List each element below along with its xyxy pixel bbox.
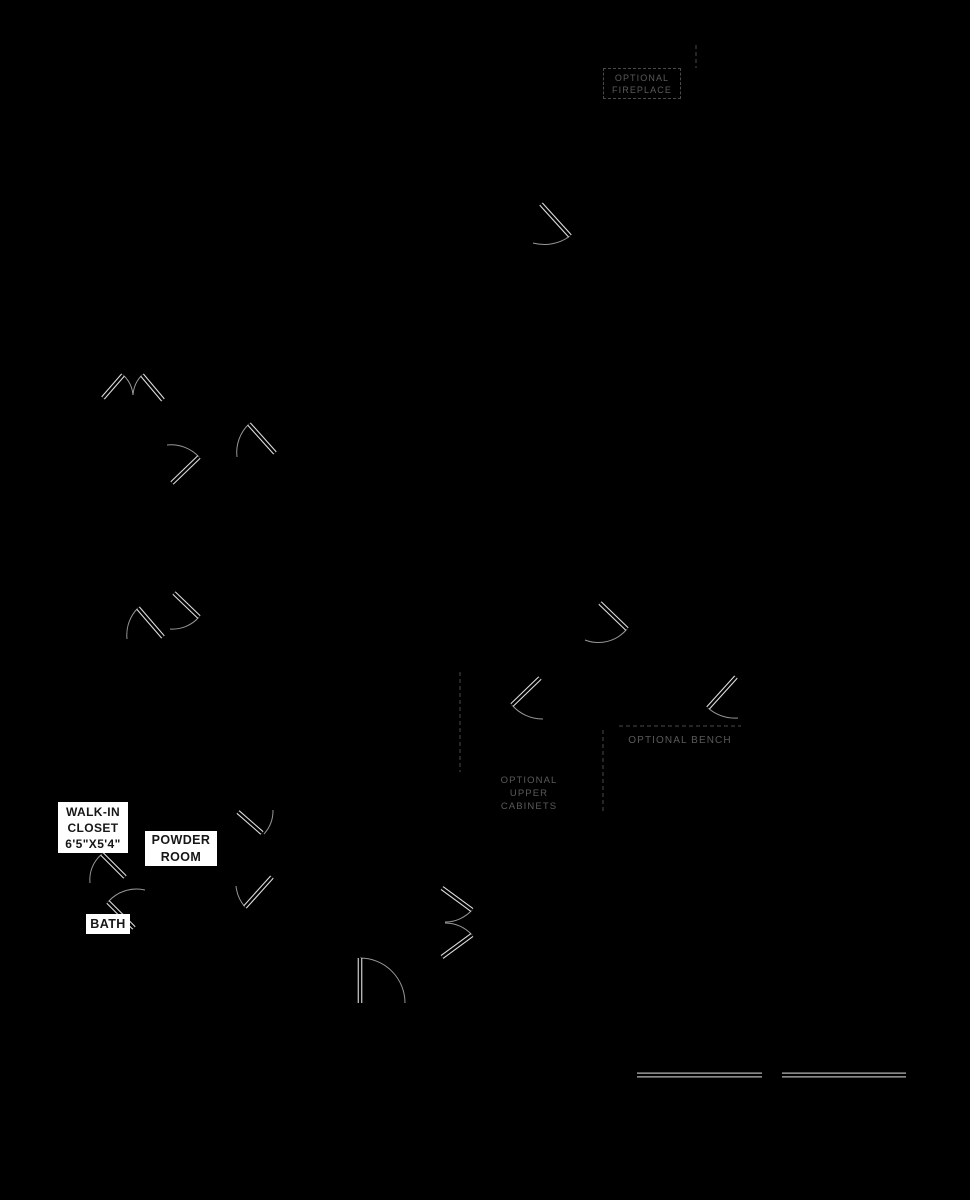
door-bottom-quarter (360, 958, 405, 1003)
optional-fireplace-note (603, 68, 681, 99)
door-pantry (512, 678, 543, 719)
door-powder-room-lower (236, 877, 272, 907)
door-hall-left-a (127, 608, 163, 639)
walk-in-closet-label-line2: CLOSET (67, 820, 119, 835)
double-door-lower-b (442, 923, 472, 957)
optional-upper-cabinets-line2: UPPER (509, 788, 549, 799)
door-entry-closet (708, 677, 738, 718)
double-door-lower-a (442, 888, 472, 922)
door-mid-left-b (237, 424, 275, 457)
door-upper-center (533, 204, 570, 245)
optional-bench-line1: OPTIONAL BENCH (628, 735, 732, 746)
optional-upper-cabinets-note (489, 774, 569, 813)
optional-fireplace-line2: FIREPLACE (612, 84, 672, 95)
optional-upper-cabinets-line1: OPTIONAL (500, 775, 558, 786)
door-mid-left-a (167, 445, 199, 483)
powder-room-label (145, 831, 217, 866)
bath-label-line1: BATH (90, 917, 126, 931)
walk-in-closet-label (58, 802, 128, 853)
optional-upper-cabinets-line3: CABINETS (500, 801, 558, 812)
double-door-left-a (103, 375, 133, 398)
powder-room-label-line2: ROOM (160, 849, 202, 864)
door-walk-in-closet (90, 854, 125, 883)
door-hall-left-b (170, 593, 199, 629)
bath-label (86, 914, 130, 934)
double-door-left-b (133, 375, 163, 400)
optional-fireplace-line1: OPTIONAL (614, 72, 670, 83)
optional-bench-note (610, 734, 750, 747)
powder-room-label-line1: POWDER (151, 832, 211, 847)
walk-in-closet-label-dimensions: 6'5"X5'4" (65, 836, 121, 851)
door-mud-room (585, 603, 627, 643)
walk-in-closet-label-line1: WALK-IN (65, 804, 121, 819)
door-powder-room-upper (238, 810, 273, 834)
